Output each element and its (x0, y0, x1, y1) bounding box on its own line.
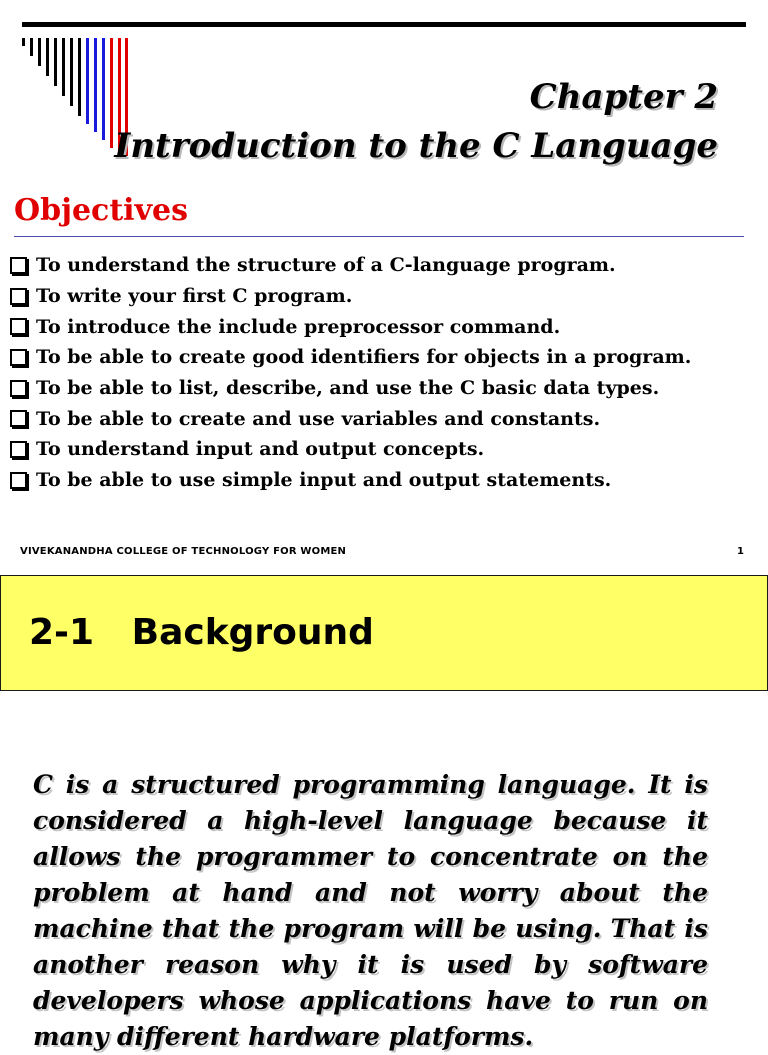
list-item (10, 403, 691, 434)
decorative-bar (70, 38, 73, 106)
decorative-bar (46, 38, 49, 76)
slide-2 (0, 575, 768, 1051)
objective-text: To understand input and output concepts. (36, 438, 485, 461)
list-item (10, 311, 691, 342)
list-item (10, 342, 691, 373)
decorative-bar (86, 38, 89, 124)
objectives-divider (14, 236, 744, 237)
objective-text: To introduce the include preprocessor command. (36, 315, 561, 338)
chapter-title (114, 74, 718, 172)
footer-institution: VIVEKANANDHA COLLEGE OF TECHNOLOGY FOR WOMEN (20, 546, 347, 557)
decorative-bar (54, 38, 57, 86)
checkbox-bullet-icon (10, 257, 27, 274)
objective-text: To write your first C program. (36, 285, 353, 308)
decorative-bar (38, 38, 41, 66)
decorative-bar (78, 38, 81, 116)
objective-text: To be able to list, describe, and use the C basic data types. (36, 377, 660, 400)
list-item (10, 373, 691, 404)
list-item (10, 434, 691, 465)
decorative-bar (62, 38, 65, 96)
decorative-bar (22, 38, 25, 46)
objectives-heading: Objectives (14, 193, 188, 228)
background-paragraph: C is a structured programming language. It is considered a high-level language because it allows the programmer to concentrate on the problem at hand and not worry about the machine that the program will be using. That is another reason why it is used by software developers whose applications have to run on many different hardware platforms. (33, 770, 708, 1051)
chapter-number: Chapter 2 (529, 77, 718, 117)
chapter-subtitle: Introduction to the C Language (114, 126, 718, 166)
list-item (10, 281, 691, 312)
objective-text: To be able to create good identifiers for objects in a program. (36, 346, 692, 369)
decorative-bar (30, 38, 33, 56)
checkbox-bullet-icon (10, 472, 27, 489)
decorative-bar (94, 38, 97, 132)
checkbox-bullet-icon (10, 441, 27, 458)
page-number: 1 (737, 546, 744, 557)
list-item (10, 465, 691, 496)
checkbox-bullet-icon (10, 349, 27, 366)
list-item (10, 250, 691, 281)
checkbox-bullet-icon (10, 318, 27, 335)
decorative-bar (102, 38, 105, 140)
checkbox-bullet-icon (10, 288, 27, 305)
section-banner (0, 575, 768, 691)
decorative-bar (110, 38, 113, 148)
objective-text: To understand the structure of a C-language program. (36, 254, 616, 277)
objective-text: To be able to create and use variables and constants. (36, 407, 601, 430)
section-title: 2-1 Background (29, 612, 374, 653)
objectives-list (10, 250, 691, 496)
checkbox-bullet-icon (10, 380, 27, 397)
checkbox-bullet-icon (10, 410, 27, 427)
objective-text: To be able to use simple input and output statements. (36, 469, 612, 492)
